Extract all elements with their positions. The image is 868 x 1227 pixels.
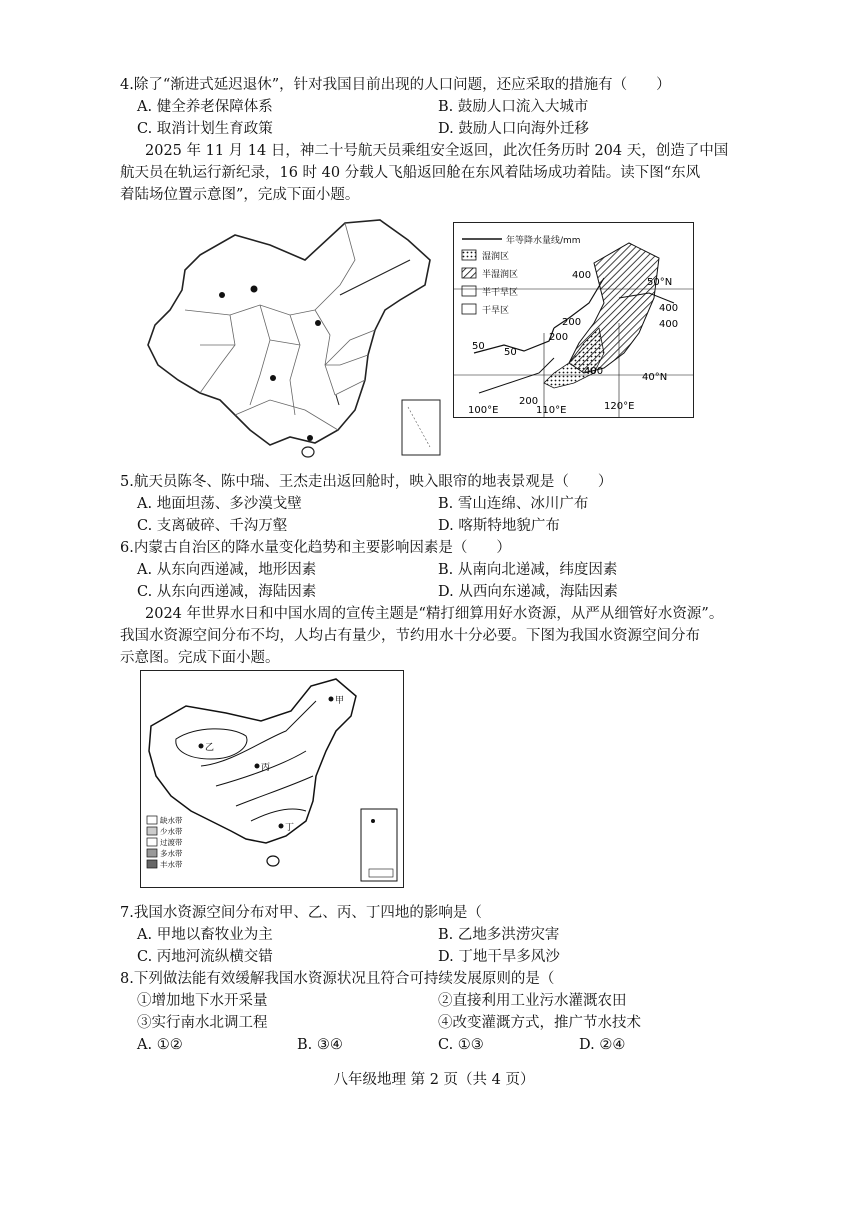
q8-stem: 8.下列做法能有效缓解我国水资源状况且符合可持续发展原则的是（ xyxy=(120,971,555,987)
intro2-line1: 2024 年世界水日和中国水周的宣传主题是“精打细算用好水资源，从严从细管好水资源”。 xyxy=(145,606,724,622)
legend-semi-humid: 半湿润区 xyxy=(482,270,519,280)
china-location-map xyxy=(140,215,445,465)
q5-option-c: C. 支离破碎、千沟万壑 xyxy=(137,518,288,534)
page-footer: 八年级地理 第 2 页（共 4 页） xyxy=(333,1072,535,1088)
q6-option-a: A. 从东向西递减，地形因素 xyxy=(137,562,317,578)
q4-option-d: D. 鼓励人口向海外迁移 xyxy=(438,121,589,137)
intro1-line2: 航天员在轨运行新纪录，16 时 40 分载人飞船返回舱在东风着陆场成功着陆。读下图“东风 xyxy=(120,165,701,181)
point-yi: 乙 xyxy=(205,743,215,753)
isohyet-label: 200 xyxy=(519,396,539,407)
legend-water-4: 多水带 xyxy=(160,849,183,858)
q6-option-b: B. 从南向北递减，纬度因素 xyxy=(438,562,618,578)
legend-water-2: 少水带 xyxy=(160,827,183,836)
latitude-40n: 40°N xyxy=(642,372,668,383)
longitude-100e: 100°E xyxy=(468,405,499,416)
isohyet-label: 50 xyxy=(504,347,517,358)
q5-option-b: B. 雪山连绵、冰川广布 xyxy=(438,496,589,512)
intro2-line3: 示意图。完成下面小题。 xyxy=(120,650,280,666)
q5-stem: 5.航天员陈冬、陈中瑞、王杰走出返回舱时，映入眼帘的地表景观是（ ） xyxy=(120,474,613,490)
legend-title: 年等降水量线/mm xyxy=(506,236,581,246)
point-jia: 甲 xyxy=(335,696,345,706)
q6-option-c: C. 从东向西递减，海陆因素 xyxy=(137,584,317,600)
longitude-120e: 120°E xyxy=(604,401,635,412)
isohyet-label: 400 xyxy=(572,270,592,281)
q8-statement-3: ③实行南水北调工程 xyxy=(137,1015,268,1031)
longitude-110e: 110°E xyxy=(536,405,567,416)
q8-statement-4: ④改变灌溉方式，推广节水技术 xyxy=(438,1015,641,1031)
intro2-line2: 我国水资源空间分布不均，人均占有量少，节约用水十分必要。下图为我国水资源空间分布 xyxy=(120,628,700,644)
q7-option-d: D. 丁地干旱多风沙 xyxy=(438,949,560,965)
q8-statement-1: ①增加地下水开采量 xyxy=(137,993,268,1009)
isohyet-label: 400 xyxy=(659,303,679,314)
q8-option-c: C. ①③ xyxy=(438,1037,484,1053)
water-resources-map xyxy=(140,670,404,888)
legend-water-5: 丰水带 xyxy=(160,860,183,869)
q4-stem: 4.除了“渐进式延迟退休”，针对我国目前出现的人口问题，还应采取的措施有（ ） xyxy=(120,77,671,93)
intro1-line3: 着陆场位置示意图”，完成下面小题。 xyxy=(120,187,360,203)
q7-option-b: B. 乙地多洪涝灾害 xyxy=(438,927,560,943)
q7-option-c: C. 丙地河流纵横交错 xyxy=(137,949,273,965)
isohyet-label: 50 xyxy=(472,341,485,352)
point-ding: 丁 xyxy=(285,823,295,833)
latitude-50n: 50°N xyxy=(647,277,673,288)
point-bing: 丙 xyxy=(261,763,271,773)
isohyet-label: 400 xyxy=(584,366,604,377)
legend-humid: 湿润区 xyxy=(482,252,510,262)
q4-option-c: C. 取消计划生育政策 xyxy=(137,121,273,137)
q8-option-a: A. ①② xyxy=(137,1037,183,1053)
isohyet-label: 200 xyxy=(562,317,582,328)
q8-option-d: D. ②④ xyxy=(579,1037,626,1053)
q8-option-b: B. ③④ xyxy=(297,1037,343,1053)
q4-option-a: A. 健全养老保障体系 xyxy=(137,99,273,115)
q6-option-d: D. 从西向东递减，海陆因素 xyxy=(438,584,618,600)
q7-option-a: A. 甲地以畜牧业为主 xyxy=(137,927,273,943)
q5-option-a: A. 地面坦荡、多沙漠戈壁 xyxy=(137,496,302,512)
isohyet-label: 400 xyxy=(659,319,679,330)
legend-water-1: 缺水带 xyxy=(160,816,183,825)
isohyet-label: 200 xyxy=(549,332,569,343)
legend-semi-arid: 半干旱区 xyxy=(482,288,519,298)
q8-statement-2: ②直接利用工业污水灌溉农田 xyxy=(438,993,627,1009)
q7-stem: 7.我国水资源空间分布对甲、乙、丙、丁四地的影响是（ xyxy=(120,905,482,921)
q4-option-b: B. 鼓励人口流入大城市 xyxy=(438,99,589,115)
legend-arid: 干旱区 xyxy=(482,306,510,316)
precipitation-zone-map xyxy=(453,222,694,418)
intro1-line1: 2025 年 11 月 14 日，神二十号航天员乘组安全返回，此次任务历时 204 天，创造了中国 xyxy=(145,143,729,159)
q5-option-d: D. 喀斯特地貌广布 xyxy=(438,518,560,534)
q6-stem: 6.内蒙古自治区的降水量变化趋势和主要影响因素是（ ） xyxy=(120,540,511,556)
legend-water-3: 过渡带 xyxy=(160,838,183,847)
